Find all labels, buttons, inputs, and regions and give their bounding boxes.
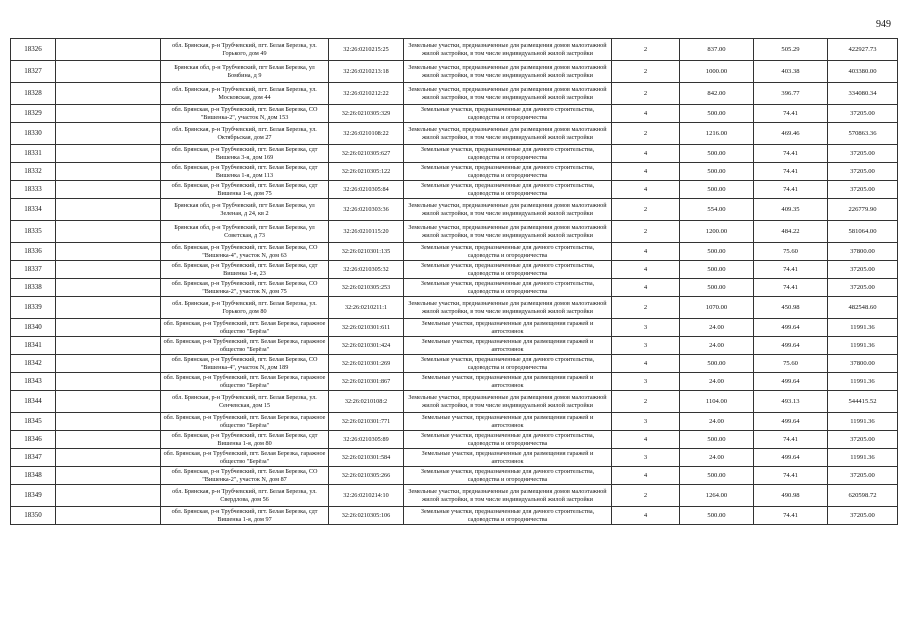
area-cell: 1264.00 (680, 485, 754, 507)
cadastral-value-cell: 570863.36 (828, 123, 898, 145)
address-cell: обл. Брянская, р-н Трубчевский, пгт. Белая Березка, ул. Сенчевская, дом 15 (161, 391, 329, 413)
group-cell: 2 (612, 39, 680, 61)
row-number-cell: 18336 (11, 243, 56, 261)
land-use-cell: Земельные участки, предназначенные для дачного строительства, садоводства и огородничества (404, 145, 612, 163)
group-cell: 2 (612, 221, 680, 243)
blank-cell (56, 507, 161, 525)
blank-cell (56, 163, 161, 181)
group-cell: 4 (612, 355, 680, 373)
table-row (11, 105, 898, 123)
cadastral-number-cell: 32:26:0210305:253 (329, 279, 404, 297)
row-number-cell: 18334 (11, 199, 56, 221)
blank-cell (56, 145, 161, 163)
cadastral-number-cell: 32:26:0210305:89 (329, 431, 404, 449)
blank-cell (56, 181, 161, 199)
blank-cell (56, 431, 161, 449)
address-cell: обл. Брянская, р-н Трубчевский, пгт. Белая Березка, ул. Московская, дом 44 (161, 83, 329, 105)
area-cell: 500.00 (680, 507, 754, 525)
area-cell: 500.00 (680, 163, 754, 181)
specific-value-cell: 403.38 (754, 61, 828, 83)
table-row (11, 391, 898, 413)
address-cell: обл. Брянская, р-н Трубчевский, пгт. Белая Березка, сдт Вишенка 1-я, 23 (161, 261, 329, 279)
row-number-cell: 18330 (11, 123, 56, 145)
specific-value-cell: 499.64 (754, 373, 828, 391)
table-row (11, 145, 898, 163)
land-use-cell: Земельные участки, предназначенные для дачного строительства, садоводства и огородничества (404, 467, 612, 485)
address-cell: обл. Брянская, р-н Трубчевский, пгт. Белая Березка, сдт Вишенка 3-я, дом 169 (161, 145, 329, 163)
area-cell: 1070.00 (680, 297, 754, 319)
blank-cell (56, 355, 161, 373)
row-number-cell: 18349 (11, 485, 56, 507)
land-use-cell: Земельные участки, предназначенные для размещения домов малоэтажной жилой застройки, в том числе индивидуальной жилой застройки (404, 61, 612, 83)
table-row (11, 181, 898, 199)
cadastral-value-cell: 37205.00 (828, 431, 898, 449)
table-row (11, 355, 898, 373)
address-cell: обл. Брянская, р-н Трубчевский, пгт. Белая Березка, СО "Вишенка-2", участок N, дом 75 (161, 279, 329, 297)
group-cell: 2 (612, 297, 680, 319)
page-number: 949 (876, 19, 891, 30)
specific-value-cell: 490.98 (754, 485, 828, 507)
land-use-cell: Земельные участки, предназначенные для размещения домов малоэтажной жилой застройки, в том числе индивидуальной жилой застройки (404, 123, 612, 145)
group-cell: 3 (612, 373, 680, 391)
cadastral-number-cell: 32:26:0210305:122 (329, 163, 404, 181)
group-cell: 4 (612, 243, 680, 261)
blank-cell (56, 391, 161, 413)
cadastral-value-cell: 37205.00 (828, 279, 898, 297)
land-use-cell: Земельные участки, предназначенные для размещения домов малоэтажной жилой застройки, в том числе индивидуальной жилой застройки (404, 39, 612, 61)
group-cell: 4 (612, 431, 680, 449)
specific-value-cell: 505.29 (754, 39, 828, 61)
group-cell: 4 (612, 105, 680, 123)
cadastral-number-cell: 32:26:0210301:135 (329, 243, 404, 261)
cadastral-number-cell: 32:26:0210305:266 (329, 467, 404, 485)
table-row (11, 221, 898, 243)
cadastral-value-cell: 37205.00 (828, 261, 898, 279)
cadastral-number-cell: 32:26:0210301:611 (329, 319, 404, 337)
area-cell: 500.00 (680, 355, 754, 373)
specific-value-cell: 74.41 (754, 181, 828, 199)
group-cell: 4 (612, 145, 680, 163)
specific-value-cell: 493.13 (754, 391, 828, 413)
table-row (11, 337, 898, 355)
group-cell: 2 (612, 391, 680, 413)
area-cell: 500.00 (680, 431, 754, 449)
land-use-cell: Земельные участки, предназначенные для дачного строительства, садоводства и огородничества (404, 507, 612, 525)
address-cell: обл. Брянская, р-н Трубчевский, пгт. Белая Березка, гаражное общество "Берёза" (161, 413, 329, 431)
table-row (11, 83, 898, 105)
group-cell: 4 (612, 181, 680, 199)
cadastral-value-cell: 226779.90 (828, 199, 898, 221)
cadastral-number-cell: 32:26:0210305:106 (329, 507, 404, 525)
blank-cell (56, 337, 161, 355)
cadastral-number-cell: 32:26:0210214:10 (329, 485, 404, 507)
row-number-cell: 18350 (11, 507, 56, 525)
cadastral-number-cell: 32:26:0210305:84 (329, 181, 404, 199)
area-cell: 500.00 (680, 279, 754, 297)
land-use-cell: Земельные участки, предназначенные для дачного строительства, садоводства и огородничества (404, 261, 612, 279)
address-cell: обл. Брянская, р-н Трубчевский, пгт. Белая Березка, СО "Вишенка-2", участок N, дом 87 (161, 467, 329, 485)
table-row (11, 163, 898, 181)
cadastral-value-cell: 544415.52 (828, 391, 898, 413)
cadastral-number-cell: 32:26:0210301:867 (329, 373, 404, 391)
area-cell: 554.00 (680, 199, 754, 221)
land-use-cell: Земельные участки, предназначенные для размещения гаражей и автостоянок (404, 337, 612, 355)
address-cell: Брянская обл, р-н Трубчевский, пгт Белая Березка, ул Зеленая, д 24, кв 2 (161, 199, 329, 221)
group-cell: 4 (612, 261, 680, 279)
blank-cell (56, 39, 161, 61)
blank-cell (56, 413, 161, 431)
land-use-cell: Земельные участки, предназначенные для дачного строительства, садоводства и огородничества (404, 355, 612, 373)
area-cell: 500.00 (680, 181, 754, 199)
table-row (11, 319, 898, 337)
specific-value-cell: 469.46 (754, 123, 828, 145)
row-number-cell: 18326 (11, 39, 56, 61)
row-number-cell: 18332 (11, 163, 56, 181)
address-cell: Брянская обл, р-н Трубчевский, пгт Белая Березка, ул Советская, д 73 (161, 221, 329, 243)
land-use-cell: Земельные участки, предназначенные для дачного строительства, садоводства и огородничества (404, 105, 612, 123)
address-cell: обл. Брянская, р-н Трубчевский, пгт. Белая Березка, СО "Вишенка-4", участок N, дом 63 (161, 243, 329, 261)
row-number-cell: 18328 (11, 83, 56, 105)
land-use-cell: Земельные участки, предназначенные для размещения домов малоэтажной жилой застройки, в том числе индивидуальной жилой застройки (404, 199, 612, 221)
cadastral-number-cell: 32:26:0210303:36 (329, 199, 404, 221)
row-number-cell: 18338 (11, 279, 56, 297)
cadastral-value-cell: 403380.00 (828, 61, 898, 83)
cadastral-value-cell: 11991.36 (828, 413, 898, 431)
land-registry-table (10, 38, 898, 525)
specific-value-cell: 74.41 (754, 145, 828, 163)
address-cell: обл. Брянская, р-н Трубчевский, пгт. Белая Березка, сдт Вишенка 1-я, дом 97 (161, 507, 329, 525)
area-cell: 1104.00 (680, 391, 754, 413)
group-cell: 2 (612, 485, 680, 507)
address-cell: обл. Брянская, р-н Трубчевский, пгт. Белая Березка, гаражное общество "Берёза" (161, 373, 329, 391)
cadastral-value-cell: 37205.00 (828, 181, 898, 199)
address-cell: обл. Брянская, р-н Трубчевский, пгт. Белая Березка, сдт Вишенка 1-я, дом 113 (161, 163, 329, 181)
land-use-cell: Земельные участки, предназначенные для размещения гаражей и автостоянок (404, 373, 612, 391)
specific-value-cell: 74.41 (754, 163, 828, 181)
blank-cell (56, 297, 161, 319)
area-cell: 1216.00 (680, 123, 754, 145)
row-number-cell: 18339 (11, 297, 56, 319)
area-cell: 500.00 (680, 145, 754, 163)
table-row (11, 467, 898, 485)
cadastral-value-cell: 37205.00 (828, 105, 898, 123)
cadastral-value-cell: 37205.00 (828, 163, 898, 181)
blank-cell (56, 261, 161, 279)
address-cell: обл. Брянская, р-н Трубчевский, пгт. Белая Березка, ул. Свердлова, дом 56 (161, 485, 329, 507)
land-use-cell: Земельные участки, предназначенные для размещения гаражей и автостоянок (404, 449, 612, 467)
cadastral-number-cell: 32:26:0210211:1 (329, 297, 404, 319)
cadastral-value-cell: 11991.36 (828, 319, 898, 337)
row-number-cell: 18344 (11, 391, 56, 413)
blank-cell (56, 373, 161, 391)
area-cell: 842.00 (680, 83, 754, 105)
land-use-cell: Земельные участки, предназначенные для размещения домов малоэтажной жилой застройки, в том числе индивидуальной жилой застройки (404, 297, 612, 319)
land-use-cell: Земельные участки, предназначенные для размещения гаражей и автостоянок (404, 319, 612, 337)
specific-value-cell: 74.41 (754, 261, 828, 279)
blank-cell (56, 199, 161, 221)
cadastral-value-cell: 37800.00 (828, 355, 898, 373)
blank-cell (56, 485, 161, 507)
specific-value-cell: 396.77 (754, 83, 828, 105)
address-cell: обл. Брянская, р-н Трубчевский, пгт. Белая Березка, гаражное общество "Берёза" (161, 449, 329, 467)
table-row (11, 431, 898, 449)
area-cell: 24.00 (680, 373, 754, 391)
cadastral-value-cell: 37205.00 (828, 507, 898, 525)
group-cell: 3 (612, 319, 680, 337)
blank-cell (56, 243, 161, 261)
cadastral-value-cell: 11991.36 (828, 337, 898, 355)
table-row (11, 297, 898, 319)
group-cell: 2 (612, 199, 680, 221)
row-number-cell: 18347 (11, 449, 56, 467)
cadastral-number-cell: 32:26:0210305:329 (329, 105, 404, 123)
cadastral-value-cell: 37205.00 (828, 467, 898, 485)
row-number-cell: 18348 (11, 467, 56, 485)
area-cell: 24.00 (680, 449, 754, 467)
group-cell: 3 (612, 413, 680, 431)
table-row (11, 261, 898, 279)
cadastral-number-cell: 32:26:0210215:25 (329, 39, 404, 61)
area-cell: 1000.00 (680, 61, 754, 83)
specific-value-cell: 74.41 (754, 431, 828, 449)
specific-value-cell: 74.41 (754, 467, 828, 485)
group-cell: 2 (612, 83, 680, 105)
table-row (11, 449, 898, 467)
cadastral-value-cell: 620598.72 (828, 485, 898, 507)
area-cell: 1200.00 (680, 221, 754, 243)
row-number-cell: 18345 (11, 413, 56, 431)
table-row (11, 61, 898, 83)
land-use-cell: Земельные участки, предназначенные для размещения домов малоэтажной жилой застройки, в том числе индивидуальной жилой застройки (404, 391, 612, 413)
row-number-cell: 18327 (11, 61, 56, 83)
group-cell: 4 (612, 507, 680, 525)
land-use-cell: Земельные участки, предназначенные для дачного строительства, садоводства и огородничества (404, 163, 612, 181)
group-cell: 4 (612, 279, 680, 297)
cadastral-number-cell: 32:26:0210305:32 (329, 261, 404, 279)
table-row (11, 413, 898, 431)
blank-cell (56, 279, 161, 297)
cadastral-value-cell: 37205.00 (828, 145, 898, 163)
cadastral-number-cell: 32:26:0210212:22 (329, 83, 404, 105)
area-cell: 24.00 (680, 337, 754, 355)
blank-cell (56, 449, 161, 467)
table-row (11, 243, 898, 261)
cadastral-number-cell: 32:26:0210301:584 (329, 449, 404, 467)
row-number-cell: 18343 (11, 373, 56, 391)
specific-value-cell: 75.60 (754, 243, 828, 261)
table-row (11, 123, 898, 145)
cadastral-number-cell: 32:26:0210108:2 (329, 391, 404, 413)
area-cell: 500.00 (680, 105, 754, 123)
cadastral-value-cell: 11991.36 (828, 373, 898, 391)
specific-value-cell: 450.98 (754, 297, 828, 319)
area-cell: 837.00 (680, 39, 754, 61)
cadastral-number-cell: 32:26:0210305:627 (329, 145, 404, 163)
area-cell: 500.00 (680, 243, 754, 261)
cadastral-number-cell: 32:26:0210301:771 (329, 413, 404, 431)
group-cell: 3 (612, 337, 680, 355)
cadastral-value-cell: 581064.00 (828, 221, 898, 243)
specific-value-cell: 499.64 (754, 337, 828, 355)
group-cell: 2 (612, 123, 680, 145)
cadastral-value-cell: 334080.34 (828, 83, 898, 105)
land-use-cell: Земельные участки, предназначенные для дачного строительства, садоводства и огородничества (404, 431, 612, 449)
land-use-cell: Земельные участки, предназначенные для размещения гаражей и автостоянок (404, 413, 612, 431)
specific-value-cell: 74.41 (754, 279, 828, 297)
row-number-cell: 18331 (11, 145, 56, 163)
land-use-cell: Земельные участки, предназначенные для размещения домов малоэтажной жилой застройки, в том числе индивидуальной жилой застройки (404, 83, 612, 105)
row-number-cell: 18342 (11, 355, 56, 373)
blank-cell (56, 221, 161, 243)
blank-cell (56, 319, 161, 337)
specific-value-cell: 409.35 (754, 199, 828, 221)
land-use-cell: Земельные участки, предназначенные для дачного строительства, садоводства и огородничества (404, 243, 612, 261)
address-cell: Брянская обл, р-н Трубчевский, пгт Белая Березка, ул Бомбина, д 9 (161, 61, 329, 83)
row-number-cell: 18335 (11, 221, 56, 243)
table-body (11, 39, 898, 525)
group-cell: 2 (612, 61, 680, 83)
table-row (11, 279, 898, 297)
blank-cell (56, 467, 161, 485)
row-number-cell: 18346 (11, 431, 56, 449)
area-cell: 24.00 (680, 319, 754, 337)
group-cell: 4 (612, 163, 680, 181)
cadastral-value-cell: 422927.73 (828, 39, 898, 61)
specific-value-cell: 499.64 (754, 413, 828, 431)
table-row (11, 485, 898, 507)
row-number-cell: 18341 (11, 337, 56, 355)
area-cell: 24.00 (680, 413, 754, 431)
land-use-cell: Земельные участки, предназначенные для размещения домов малоэтажной жилой застройки, в том числе индивидуальной жилой застройки (404, 485, 612, 507)
address-cell: обл. Брянская, р-н Трубчевский, пгт. Белая Березка, ул. Октябрьская, дом 27 (161, 123, 329, 145)
cadastral-number-cell: 32:26:0210108:22 (329, 123, 404, 145)
specific-value-cell: 74.41 (754, 105, 828, 123)
blank-cell (56, 83, 161, 105)
address-cell: обл. Брянская, р-н Трубчевский, пгт. Белая Березка, СО "Вишенка-2", участок N, дом 153 (161, 105, 329, 123)
area-cell: 500.00 (680, 467, 754, 485)
address-cell: обл. Брянская, р-н Трубчевский, пгт. Белая Березка, гаражное общество "Берёза" (161, 337, 329, 355)
blank-cell (56, 105, 161, 123)
address-cell: обл. Брянская, р-н Трубчевский, пгт. Белая Березка, ул. Горького, дом 49 (161, 39, 329, 61)
specific-value-cell: 484.22 (754, 221, 828, 243)
land-use-cell: Земельные участки, предназначенные для дачного строительства, садоводства и огородничества (404, 181, 612, 199)
land-use-cell: Земельные участки, предназначенные для дачного строительства, садоводства и огородничества (404, 279, 612, 297)
specific-value-cell: 74.41 (754, 507, 828, 525)
row-number-cell: 18340 (11, 319, 56, 337)
group-cell: 4 (612, 467, 680, 485)
table-row (11, 507, 898, 525)
cadastral-number-cell: 32:26:0210213:18 (329, 61, 404, 83)
address-cell: обл. Брянская, р-н Трубчевский, пгт. Белая Березка, сдт Вишенка 1-я, дом 75 (161, 181, 329, 199)
address-cell: обл. Брянская, р-н Трубчевский, пгт. Белая Березка, гаражное общество "Берёза" (161, 319, 329, 337)
cadastral-value-cell: 11991.36 (828, 449, 898, 467)
specific-value-cell: 499.64 (754, 449, 828, 467)
address-cell: обл. Брянская, р-н Трубчевский, пгт. Белая Березка, ул. Горького, дом 80 (161, 297, 329, 319)
row-number-cell: 18333 (11, 181, 56, 199)
specific-value-cell: 499.64 (754, 319, 828, 337)
row-number-cell: 18329 (11, 105, 56, 123)
cadastral-number-cell: 32:26:0210115:20 (329, 221, 404, 243)
row-number-cell: 18337 (11, 261, 56, 279)
address-cell: обл. Брянская, р-н Трубчевский, пгт. Белая Березка, СО "Вишенка-4", участок N, дом 189 (161, 355, 329, 373)
area-cell: 500.00 (680, 261, 754, 279)
cadastral-value-cell: 482548.60 (828, 297, 898, 319)
blank-cell (56, 61, 161, 83)
cadastral-value-cell: 37800.00 (828, 243, 898, 261)
table-row (11, 199, 898, 221)
cadastral-number-cell: 32:26:0210301:424 (329, 337, 404, 355)
table-row (11, 373, 898, 391)
address-cell: обл. Брянская, р-н Трубчевский, пгт. Белая Березка, сдт Вишенка 1-я, дом 80 (161, 431, 329, 449)
group-cell: 3 (612, 449, 680, 467)
land-use-cell: Земельные участки, предназначенные для размещения домов малоэтажной жилой застройки, в том числе индивидуальной жилой застройки (404, 221, 612, 243)
specific-value-cell: 75.60 (754, 355, 828, 373)
blank-cell (56, 123, 161, 145)
table-row (11, 39, 898, 61)
cadastral-number-cell: 32:26:0210301:269 (329, 355, 404, 373)
